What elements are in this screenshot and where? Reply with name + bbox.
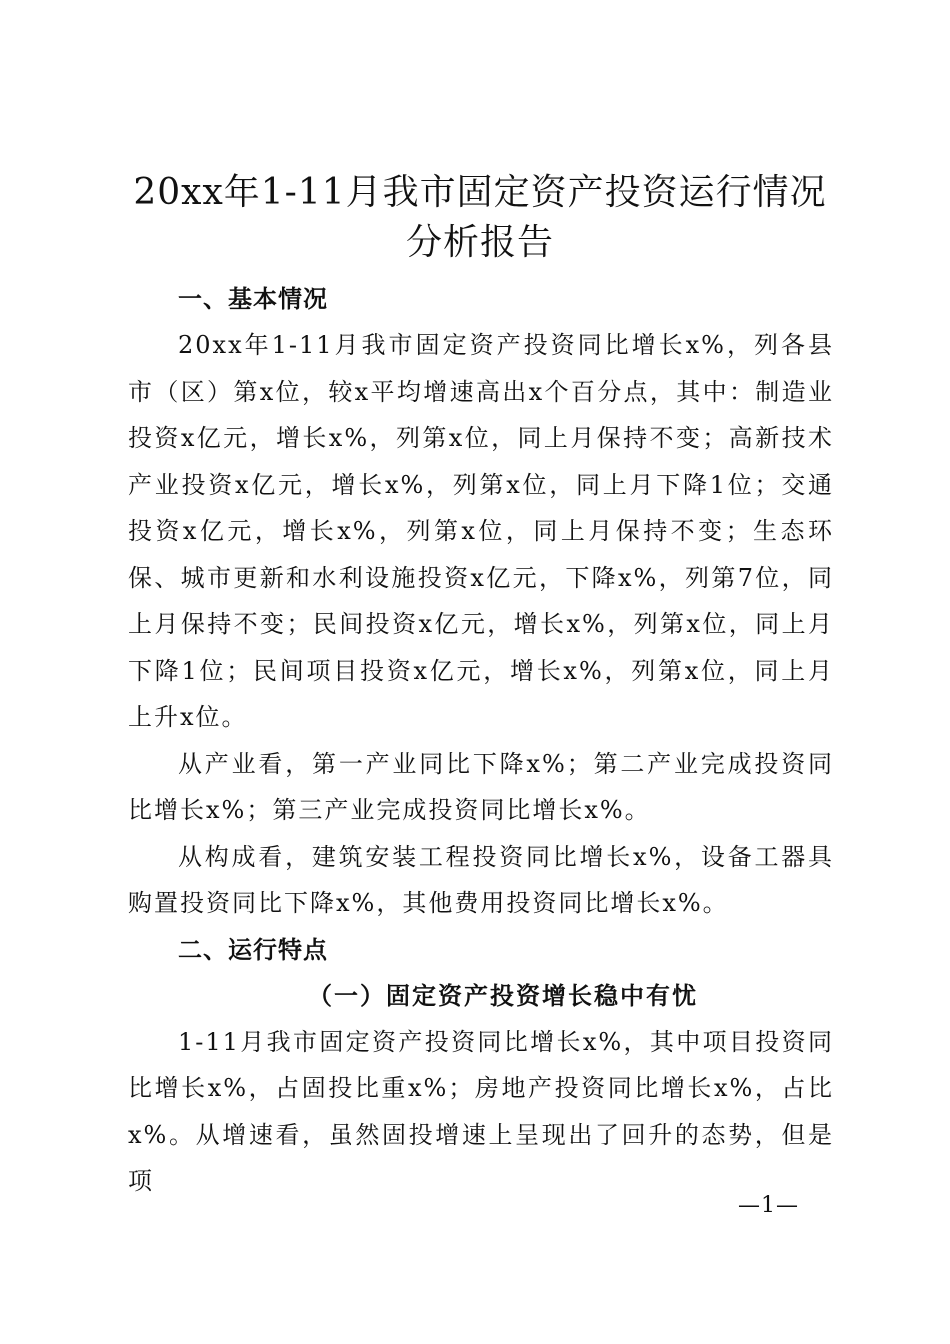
- page-number: —1—: [738, 1193, 799, 1218]
- paragraph-by-industry: 从产业看，第一产业同比下降x%；第二产业完成投资同比增长x%；第三产业完成投资同比增长x%。: [128, 749, 834, 824]
- paragraph-overview: 20xx年1-11月我市固定资产投资同比增长x%，列各县市（区）第x位，较x平均增速高出x个百分点，其中：制造业投资x亿元，增长x%，列第x位，同上月保持不变；高新技术产业投资x亿元，增长x%，列第x位，同上月下降1位；交通投资x亿元，增长x%，列第x位，同上月保持不变；生态环保、城市更新和水利设施投资x亿元，下降x%，列第7位，同上月保持不变；民间投资x亿元，增长x%，列第x位，同上月下降1位；民间项目投资x亿元，增长x%，列第x位，同上月上升x位。: [128, 331, 834, 731]
- section-heading-operating-features: 二、运行特点: [178, 935, 328, 964]
- document-title: 20xx年1-11月我市固定资产投资运行情况分析报告: [133, 172, 827, 263]
- paragraph-by-composition: 从构成看，建筑安装工程投资同比增长x%，设备工器具购置投资同比下降x%，其他费用投资同比增长x%。: [128, 842, 834, 917]
- subsection-heading-growth: （一）固定资产投资增长稳中有忧: [308, 980, 698, 1010]
- section-heading-basic-situation: 一、基本情况: [178, 285, 328, 313]
- paragraph-growth-detail: 1-11月我市固定资产投资同比增长x%，其中项目投资同比增长x%，占固投比重x%；房地产投资同比增长x%，占比x%。从增速看，虽然固投增速上呈现出了回升的态势，但是项: [128, 1027, 834, 1195]
- document-body: [128, 276, 834, 1205]
